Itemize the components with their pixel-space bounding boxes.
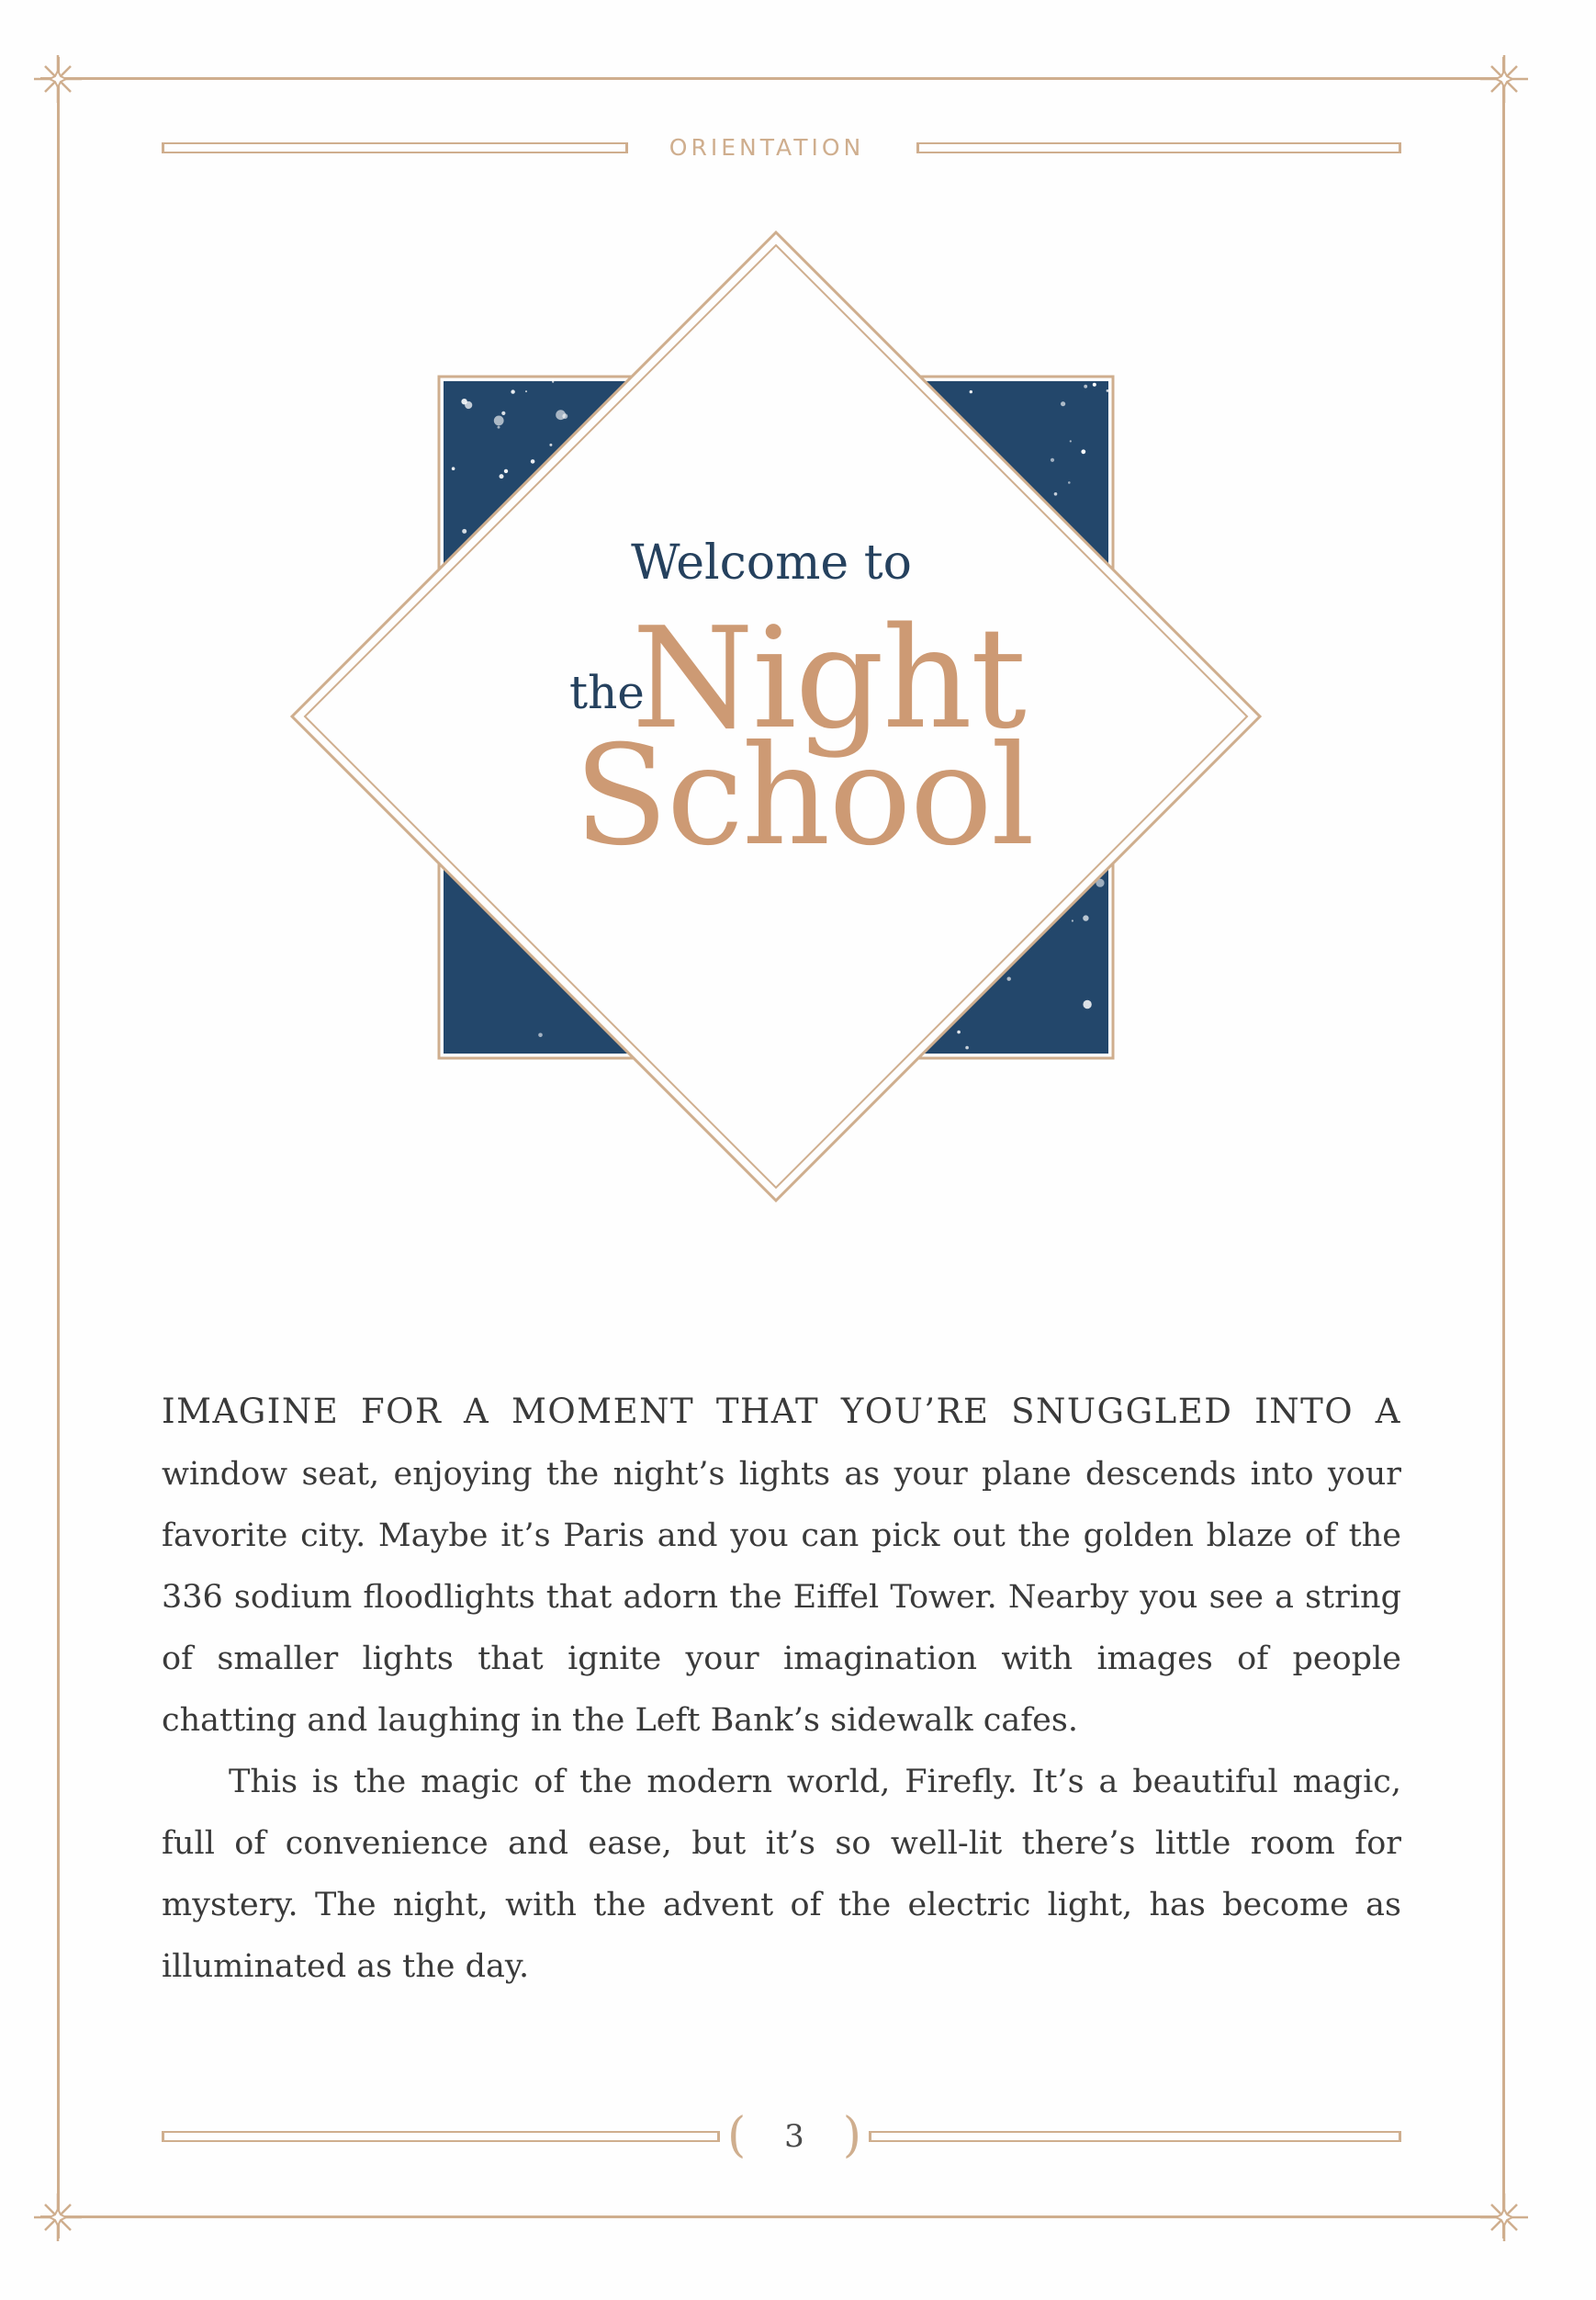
title-lockup — [478, 519, 1065, 905]
corner-star-icon — [1478, 53, 1530, 105]
corner-star-icon — [1478, 2192, 1530, 2243]
header-rule-right — [916, 142, 1401, 153]
paragraph-1-rest: window seat, enjoying the night’s lights as your plane descends into your favorite city. Maybe it’s Paris and you can pick out the golden blaze of the 336 sodium floodlights that adorn the Eiffel Tower. Nearby you see a string of smaller lights that ignite your imagination with images of people chatting and laughing in the Left Bank’s sidewalk cafes. — [162, 1456, 1401, 1739]
frame-left-line — [57, 57, 60, 2238]
page-number-value: 3 — [784, 2118, 804, 2155]
frame-bottom-line — [40, 2215, 1510, 2218]
frame-top-line — [40, 77, 1510, 80]
footer-rule-right — [869, 2131, 1401, 2142]
corner-star-icon — [32, 53, 84, 105]
footer-rule-left — [162, 2131, 720, 2142]
running-head: ORIENTATION — [669, 134, 865, 161]
title-welcome: Welcome to — [631, 536, 912, 591]
title-the: the — [569, 666, 645, 719]
title-night: Night — [632, 597, 1025, 760]
title-school: School — [574, 716, 1033, 876]
header-rule-left — [162, 142, 628, 153]
paragraph-1 — [162, 1381, 1401, 1752]
paragraph-2: This is the magic of the modern world, Firefly. It’s a beautiful magic, full of convenience and ease, but it’s so well-lit there’s little room for mystery. The night, with the advent of the electric light, has become as illuminated as the day. — [162, 1764, 1401, 1985]
frame-right-line — [1502, 57, 1505, 2238]
lead-in: IMAGINE FOR A MOMENT THAT YOU’RE SNUGGLED INTO A — [162, 1392, 1401, 1431]
body-text — [162, 1381, 1401, 1998]
corner-star-icon — [32, 2192, 84, 2243]
page-number: ( 3 ) — [727, 2108, 861, 2163]
